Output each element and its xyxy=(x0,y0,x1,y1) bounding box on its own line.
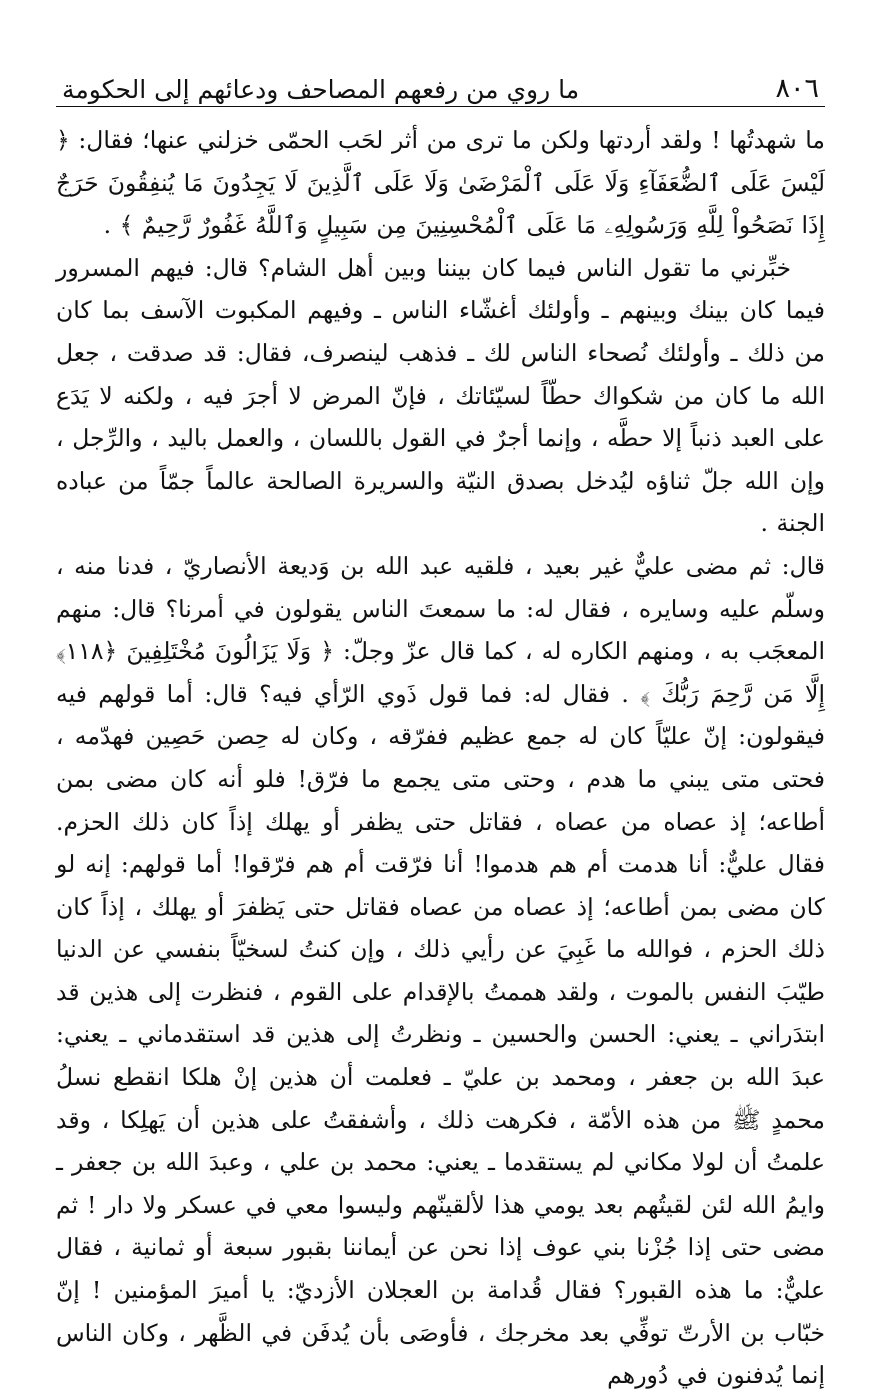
page-number: ٨٠٦ xyxy=(775,73,819,104)
paragraph: ما شهدتُها ! ولقد أردتها ولكن ما ترى من أثر لحَب الحمّى خزلني عنها؛ فقال: ﴿ لَيْسَ عَلَى ٱلضُّعَفَآءِ وَلَا عَلَى ٱلْمَرْضَىٰ وَلَا عَلَى ٱلَّذِينَ لَا يَجِدُونَ مَا يُنفِقُونَ حَرَجٌ إِذَا نَصَحُواْ لِلَّهِ وَرَسُولِهِۦ مَا عَلَى ٱلْمُحْسِنِينَ مِن سَبِيلٍ وَٱللَّهُ غَفُورٌ رَّحِيمٌ ﴾ . xyxy=(56,126,825,240)
paragraph: خبِّرني ما تقول الناس فيما كان بيننا وبين أهل الشام؟ قال: فيهم المسرور فيما كان بينك وبينهم ـ وأولئك أغشّاء الناس ـ وفيهم المكبوت الآسف بما كان من ذلك ـ وأولئك نُصحاء الناس لك ـ فذهب لينصرف، فقال: قد صدقت ، جعل الله ما كان من شكواك حطّاً لسيّئاتك ، فإنّ المرض لا أجرَ فيه ، ولكنه لا يَدَع على العبد ذنباً إلا حطَّه ، وإنما أجرٌ في القول باللسان ، والعمل باليد ، والرِّجل ، وإن الله جلّ ثناؤه ليُدخل بصدق النيّة والسريرة الصالحة عالماً جمّاً من عباده الجنة . xyxy=(56,253,825,538)
running-title: ما روي من رفعهم المصاحف ودعائهم إلى الحكومة xyxy=(62,75,580,104)
paragraph: قال: ثم مضى عليٌّ غير بعيد ، فلقيه عبد الله بن وَديعة الأنصاريّ ، فدنا منه ، وسلّم عليه وسايره ، فقال له: ما سمعتَ الناس يقولون في أمرنا؟ قال: منهم المعجَب به ، ومنهم الكاره له ، كما قال عزّ وجلّ: ﴿ وَلَا يَزَالُونَ مُخْتَلِفِينَ ﴿١١٨﴾ إِلَّا مَن رَّحِمَ رَبُّكَ ﴾ . فقال له: فما قول ذَوي الرّأي فيه؟ قال: أما قولهم فيه فيقولون: إنّ عليّاً كان له جمع عظيم ففرّقه ، وكان له حِصن حَصِين فهدّمه ، فحتى متى يبني ما هدم ، وحتى متى يجمع ما فرّق! فلو أنه كان مضى بمن أطاعه؛ إذ عصاه من عصاه ، فقاتل حتى يظفر أو يهلك إذاً كان ذلك الحزم. فقال عليٌّ: أنا هدمت أم هم هدموا! أنا فرّقت أم هم فرّقوا! أما قولهم: إنه لو كان مضى بمن أطاعه؛ إذ عصاه من عصاه فقاتل حتى يَظفرَ أو يهلك ، إذاً كان ذلك الحزم ، فوالله ما غَبِيَ عن رأيي ذلك ، وإن كنتُ لسخيّاً بنفسي عن الدنيا طيّبَ النفس بالموت ، ولقد هممتُ بالإقدام على القوم ، فنظرت إلى هذين قد ابتدَراني ـ يعني: الحسن والحسين ـ ونظرتُ إلى هذين قد استقدماني ـ يعني: عبدَ الله بن جعفر ، ومحمد بن عليّ ـ فعلمت أن هذين إنْ هلكا انقطع نسلُ محمدٍ ﷺ من هذه الأمّة ، فكرهت ذلك ، وأشفقتُ على هذين أن يَهلِكا ، وقد علمتُ أن لولا مكاني لم يستقدما ـ يعني: محمد بن علي ، وعبدَ الله بن جعفر ـ وايمُ الله لئن لقيتُهم بعد يومي هذا لألقينّهم وليسوا معي في عسكر ولا دار ! ثم مضى حتى إذا جُزْنا بني عوف إذا نحن عن أيماننا بقبور سبعة أو ثمانية ، فقال عليٌّ: ما هذه القبور؟ فقال قُدامة بن العجلان الأزديّ: يا أميرَ المؤمنين ! إنّ خبّاب بن الأرتّ توفِّي بعد مخرجك ، فأوصَى بأن يُدفَن في الظَّهر ، وكان الناس إنما يُدفنون في دُورهم xyxy=(56,551,825,1390)
body-text xyxy=(56,119,825,1397)
page-header xyxy=(56,64,825,107)
